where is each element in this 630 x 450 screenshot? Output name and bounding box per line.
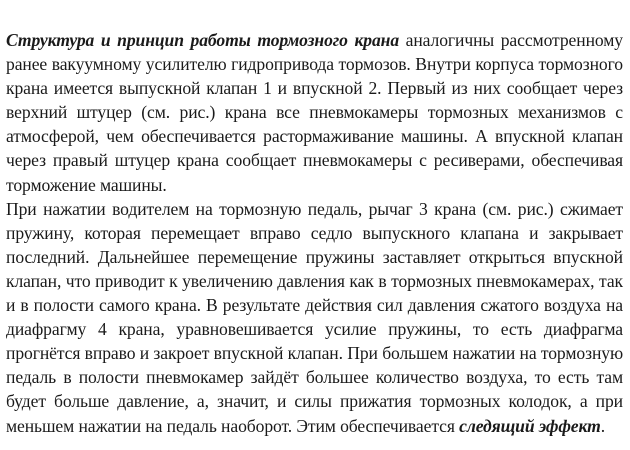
paragraph-structure: [6, 28, 623, 197]
paragraph-body-text: При нажатии водителем на тормозную педаль, рычаг 3 крана (см. рис.) сжимает пружину, которая перемещает вправо седло выпускного клапана и закрывает последний. Дальнейшее перемещение пружины заставляет открыться впускной клапан, что приводит к увеличению давления как в тормозных пневмокамерах, так и в полости самого крана. В результате действия сил давления сжатого воздуха на диафрагму 4 крана, уравновешивается усилие пружины, то есть диафрагма прогнётся вправо и закроет впускной клапан. При большем нажатии на тормозную педаль в полости пневмокамер зайдёт большее количество воздуха, то есть там будет больше давление, а, значит, и силы прижатия тормозных колодок, а при меньшем нажатии на педаль наоборот. Этим обеспечивается: [6, 198, 623, 436]
paragraph-operation: [6, 197, 623, 438]
paragraph-tail-end: .: [600, 415, 605, 436]
paragraph-tail-emphasis: следящий эффект: [459, 415, 601, 436]
paragraph-lead-emphasis: Структура и принцип работы тормозного крана: [6, 30, 400, 50]
paragraph-body-text: аналогичны рассмотренному ранее вакуумному усилителю гидропривода тормозов. Внутри корпуса тормозного крана имеется выпускной клапан 1 и впускной 2. Первый из них сообщает через верхний штуцер (см. рис.) крана все пневмокамеры тормозных механизмов с атмосферой, чем обеспечивается растормаживание машины. А впускной клапан через правый штуцер крана сообщает пневмокамеры с ресиверами, обеспечивая торможение машины.: [6, 30, 623, 195]
